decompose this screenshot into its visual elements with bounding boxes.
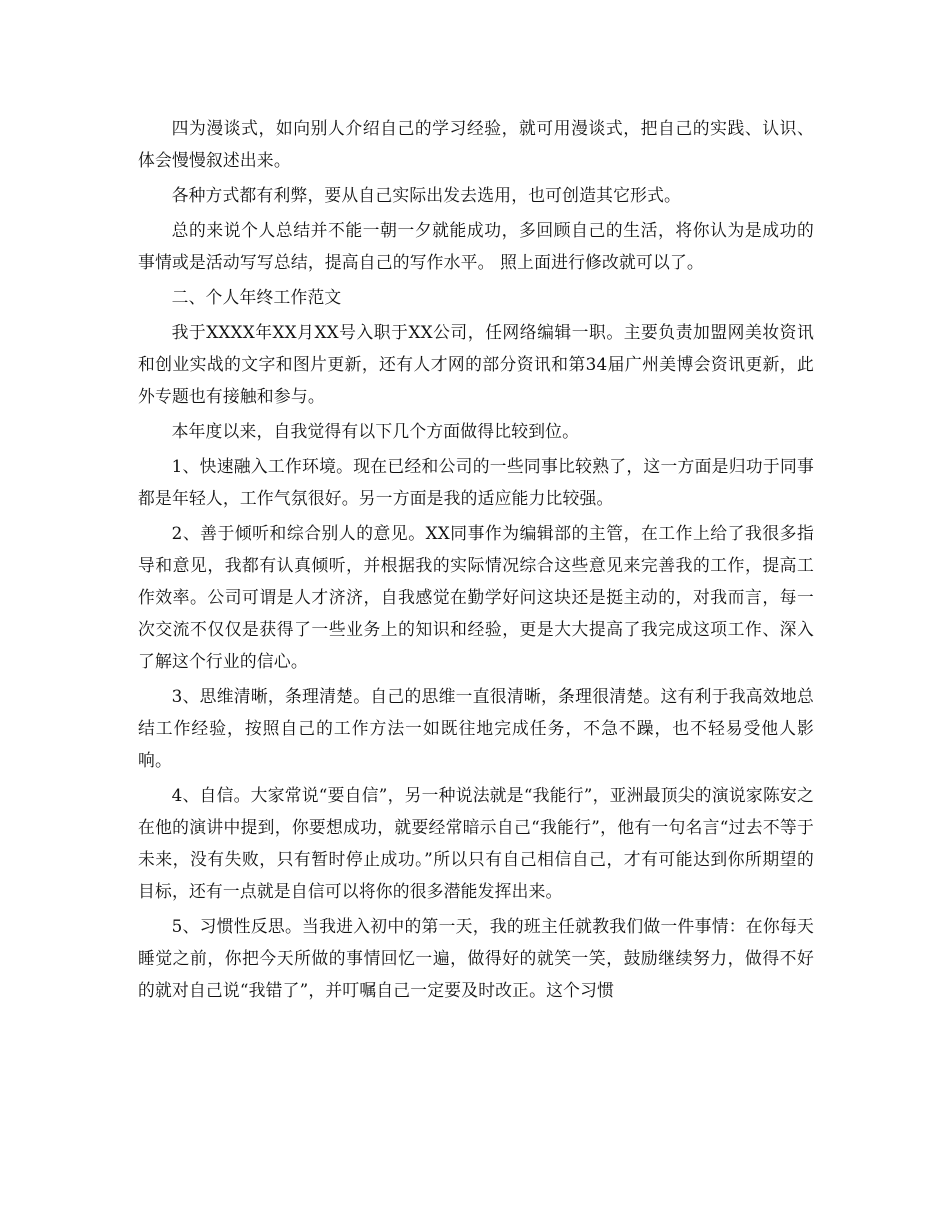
paragraph-8: 2、善于倾听和综合别人的意见。XX同事作为编辑部的主管，在工作上给了我很多指导和意见，我都有认真倾听，并根据我的实际情况综合这些意见来完善我的工作，提高工作效率。公司可谓是人才济济，自我感觉在勤学好问这块还是挺主动的，对我而言，每一次交流不仅仅是获得了一些业务上的知识和经验，更是大大提高了我完成这项工作、深入了解这个行业的信心。 [138, 523, 814, 671]
paragraph-9: 3、思维清晰，条理清楚。自己的思维一直很清晰，条理很清楚。这有利于我高效地总结工作经验，按照自己的工作方法一如既往地完成任务，不急不躁，也不轻易受他人影响。 [138, 686, 814, 770]
section-heading: 二、个人年终工作范文 [171, 287, 342, 307]
paragraph-5: 我于XXXX年XX月XX号入职于XX公司，任网络编辑一职。主要负责加盟网美妆资讯和创业实战的文字和图片更新，还有人才网的部分资讯和第34届广州美博会资讯更新，此外专题也有接触和参与。 [138, 322, 814, 406]
paragraph-11: 5、习惯性反思。当我进入初中的第一天，我的班主任就教我们做一件事情：在你每天睡觉之前，你把今天所做的事情回忆一遍，做得好的就笑一笑，鼓励继续努力，做得不好的就对自己说“我错了”，并叮嘱自己一定要及时改正。这个习惯 [138, 916, 814, 1000]
paragraph-2: 各种方式都有利弊，要从自己实际出发去选用，也可创造其它形式。 [171, 185, 682, 205]
paragraph-7: 1、快速融入工作环境。现在已经和公司的一些同事比较熟了，这一方面是归功于同事都是年轻人，工作气氛很好。另一方面是我的适应能力比较强。 [138, 456, 814, 508]
paragraph-6: 本年度以来，自我觉得有以下几个方面做得比较到位。 [171, 421, 580, 441]
paragraph-10: 4、自信。大家常说“要自信”，另一种说法就是“我能行”，亚洲最顶尖的演说家陈安之在他的演讲中提到，你要想成功，就要经常暗示自己“我能行”，他有一句名言“过去不等于未来，没有失败，只有暂时停止成功。”所以只有自己相信自己，才有可能达到你所期望的目标，还有一点就是自信可以将你的很多潜能发挥出来。 [138, 785, 814, 901]
paragraph-1: 四为漫谈式，如向别人介绍自己的学习经验，就可用漫谈式，把自己的实践、认识、体会慢慢叙述出来。 [138, 118, 814, 170]
document-body [138, 112, 814, 1009]
paragraph-3: 总的来说个人总结并不能一朝一夕就能成功，多回顾自己的生活，将你认为是成功的事情或是活动写写总结，提高自己的写作水平。 照上面进行修改就可以了。 [138, 220, 814, 272]
